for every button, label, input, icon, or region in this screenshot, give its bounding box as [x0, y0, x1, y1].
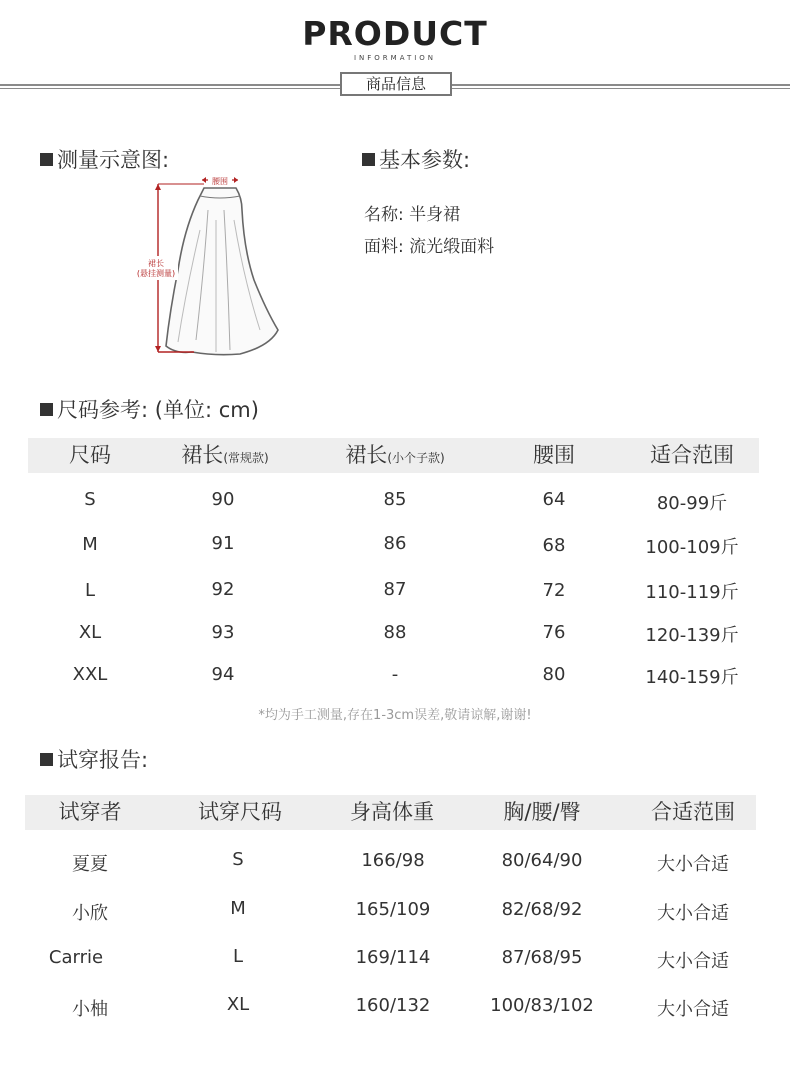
trial-cell-size: S [232, 849, 244, 870]
trial-cell-size: XL [226, 994, 250, 1015]
bullet-square-icon [40, 153, 53, 166]
size-cell-size: S [84, 489, 96, 510]
waist-arrow-right-head [234, 177, 238, 183]
size-cell-length-petite: 87 [383, 579, 407, 600]
trial-header-fit: 合适范围 [651, 800, 735, 824]
measurement-note: *均为手工测量,存在1-3cm误差,敬请谅解,谢谢! [258, 708, 532, 723]
length-label: 裙长 [148, 259, 164, 268]
waist-label: 腰围 [212, 177, 228, 186]
header-divider-right [452, 84, 790, 86]
trial-cell-size: M [230, 898, 246, 919]
trial-cell-bwh: 80/64/90 [501, 850, 583, 871]
trial-cell-bwh: 87/68/95 [501, 947, 583, 968]
trial-cell-tester: 小欣 [72, 903, 108, 924]
size-cell-size: M [82, 534, 98, 555]
trial-cell-height-weight: 165/109 [355, 899, 431, 920]
size-cell-size: XL [78, 622, 102, 643]
size-cell-length-regular: 91 [211, 533, 235, 554]
size-cell-fit: 140-159斤 [645, 667, 739, 688]
size-cell-length-regular: 90 [211, 489, 235, 510]
size-cell-size: L [84, 580, 96, 601]
trial-cell-height-weight: 160/132 [355, 995, 431, 1016]
size-header-size: 尺码 [69, 443, 111, 467]
length-arrow-bottom-head [155, 346, 161, 352]
size-cell-length-petite: 85 [383, 489, 407, 510]
size-section-title: 尺码参考: (单位: cm) [40, 394, 259, 424]
trial-cell-size: L [232, 946, 244, 967]
trial-cell-fit: 大小合适 [657, 951, 729, 972]
trial-cell-fit: 大小合适 [657, 903, 729, 924]
skirt-outline [166, 188, 278, 355]
size-header-waist: 腰围 [533, 443, 575, 467]
bullet-square-icon [40, 753, 53, 766]
size-table-header [28, 438, 759, 473]
size-cell-fit: 120-139斤 [645, 625, 739, 646]
trial-cell-fit: 大小合适 [657, 999, 729, 1020]
length-arrow-top-head [155, 184, 161, 190]
size-cell-length-regular: 94 [211, 664, 235, 685]
bullet-square-icon [362, 153, 375, 166]
trial-section-title: 试穿报告: [40, 744, 148, 774]
trial-cell-tester: Carrie [48, 947, 104, 968]
size-cell-fit: 110-119斤 [645, 582, 739, 603]
basic-fabric: 面料: 流光缎面料 [364, 237, 495, 257]
length-label-note: (悬挂测量) [136, 269, 176, 278]
size-cell-length-regular: 93 [211, 622, 235, 643]
size-cell-waist: 68 [542, 535, 566, 556]
trial-header-tester: 试穿者 [58, 800, 122, 824]
header-divider-left [0, 84, 340, 86]
size-cell-length-petite: 86 [383, 533, 407, 554]
size-cell-waist: 76 [542, 622, 566, 643]
bullet-square-icon [40, 403, 53, 416]
size-cell-length-regular: 92 [211, 579, 235, 600]
header-divider-right-thin [452, 88, 790, 89]
trial-cell-bwh: 100/83/102 [490, 995, 594, 1016]
trial-header-bwh: 胸/腰/臀 [503, 800, 581, 824]
trial-cell-bwh: 82/68/92 [501, 899, 583, 920]
trial-table-header [25, 795, 756, 830]
trial-cell-height-weight: 169/114 [355, 947, 431, 968]
header-subtitle: INFORMATION [353, 54, 437, 62]
trial-cell-fit: 大小合适 [657, 854, 729, 875]
header-badge: 商品信息 [340, 72, 452, 96]
size-cell-length-petite: - [391, 664, 399, 685]
trial-cell-tester: 夏夏 [72, 854, 108, 875]
size-cell-waist: 80 [542, 664, 566, 685]
trial-header-height-weight: 身高体重 [350, 800, 434, 824]
size-cell-fit: 80-99斤 [656, 493, 728, 514]
header-divider-left-thin [0, 88, 340, 89]
size-cell-waist: 64 [542, 489, 566, 510]
trial-cell-height-weight: 166/98 [361, 850, 425, 871]
size-header-length-regular: 裙长(常规款) [181, 443, 269, 467]
size-cell-size: XXL [72, 664, 108, 685]
size-cell-waist: 72 [542, 580, 566, 601]
size-cell-length-petite: 88 [383, 622, 407, 643]
size-header-fit: 适合范围 [650, 443, 734, 467]
measure-section-title: 测量示意图: [40, 144, 169, 174]
trial-header-size: 试穿尺码 [198, 800, 282, 824]
basic-section-title: 基本参数: [362, 144, 470, 174]
waist-arrow-left-head [202, 177, 206, 183]
size-cell-fit: 100-109斤 [645, 537, 739, 558]
header-title: PRODUCT [302, 14, 488, 53]
trial-cell-tester: 小柚 [72, 999, 108, 1020]
basic-name: 名称: 半身裙 [364, 205, 461, 225]
skirt-diagram [120, 170, 290, 360]
size-header-length-petite: 裙长(小个子款) [345, 443, 445, 467]
